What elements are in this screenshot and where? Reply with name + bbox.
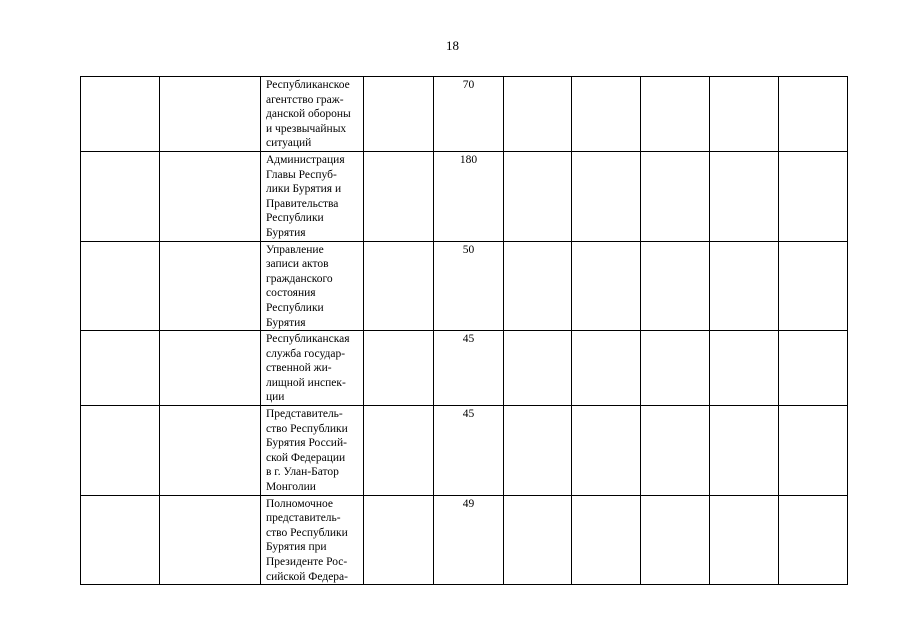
table-row [81,495,848,585]
table-row [81,406,848,496]
organization-line: Главы Респуб- [266,168,337,181]
data-table [80,76,848,585]
empty-cell [160,406,261,496]
empty-cell [364,406,434,496]
organization-line: Бурятия при [266,541,327,554]
empty-cell [710,331,779,406]
empty-cell [641,151,710,241]
organization-line: Республиканская [266,333,350,346]
empty-cell [504,406,572,496]
value-cell: 49 [434,495,504,585]
organization-cell [261,77,364,152]
value-cell: 45 [434,331,504,406]
empty-cell [779,241,848,331]
organization-line: гражданского [266,272,333,285]
empty-cell [572,151,641,241]
table-row [81,331,848,406]
empty-cell [160,151,261,241]
organization-line: данской обороны [266,108,351,121]
empty-cell [364,495,434,585]
organization-line: Правительства [266,197,339,210]
empty-cell [160,77,261,152]
empty-cell [572,406,641,496]
empty-cell [160,495,261,585]
value-cell: 45 [434,406,504,496]
empty-cell [160,241,261,331]
empty-cell [81,495,160,585]
table-row [81,241,848,331]
empty-cell [710,151,779,241]
organization-line: сийской Федера- [266,570,348,583]
empty-cell [504,331,572,406]
empty-cell [779,77,848,152]
organization-line: Бурятия [266,316,306,329]
empty-cell [572,331,641,406]
empty-cell [81,331,160,406]
empty-cell [641,331,710,406]
organization-line: Республиканское [266,79,350,91]
value-cell: 50 [434,241,504,331]
organization-cell [261,406,364,496]
organization-line: Управление [266,243,324,256]
empty-cell [779,495,848,585]
empty-cell [641,406,710,496]
organization-line: Президенте Рос- [266,556,348,568]
empty-cell [572,77,641,152]
organization-line: Полномочное [266,497,333,510]
organization-line: Монголии [266,481,316,494]
organization-line: Республики [266,212,324,225]
empty-cell [504,151,572,241]
organization-line: и чрезвычайных [266,122,347,135]
empty-cell [81,77,160,152]
empty-cell [572,241,641,331]
empty-cell [504,77,572,152]
empty-cell [710,241,779,331]
organization-line: Республики [266,301,324,314]
organization-line: ситуаций [266,137,312,150]
organization-line: ство Республики [266,526,348,539]
empty-cell [572,495,641,585]
empty-cell [504,495,572,585]
organization-line: ство Республики [266,422,348,435]
value-cell: 180 [434,151,504,241]
organization-cell [261,331,364,406]
empty-cell [779,151,848,241]
organization-line: агентство граж- [266,93,344,106]
empty-cell [504,241,572,331]
empty-cell [710,77,779,152]
organization-line: служба государ- [266,347,346,360]
empty-cell [641,241,710,331]
organization-line: Администрация [266,153,345,166]
organization-cell [261,151,364,241]
organization-line: лики Бурятия и [266,183,342,196]
empty-cell [779,406,848,496]
organization-line: состояния [266,287,316,300]
organization-line: ственной жи- [266,362,332,375]
empty-cell [710,406,779,496]
organization-line: ской Федерации [266,451,346,464]
table-row [81,77,848,152]
organization-line: Бурятия Россий- [266,437,347,450]
organization-line: ции [266,391,285,404]
empty-cell [364,151,434,241]
empty-cell [641,77,710,152]
organization-cell [261,495,364,585]
organization-line: записи актов [266,258,329,271]
empty-cell [81,151,160,241]
organization-cell [261,241,364,331]
empty-cell [364,77,434,152]
organization-line: лищной инспек- [266,376,346,389]
table-row [81,151,848,241]
empty-cell [779,331,848,406]
organization-line: представитель- [266,512,341,525]
organization-line: Бурятия [266,226,306,239]
empty-cell [364,241,434,331]
empty-cell [364,331,434,406]
organization-line: Представитель- [266,408,343,421]
empty-cell [81,406,160,496]
empty-cell [710,495,779,585]
empty-cell [160,331,261,406]
value-cell: 70 [434,77,504,152]
empty-cell [641,495,710,585]
organization-line: в г. Улан-Батор [266,466,339,479]
page-number: 18 [446,38,459,53]
empty-cell [81,241,160,331]
